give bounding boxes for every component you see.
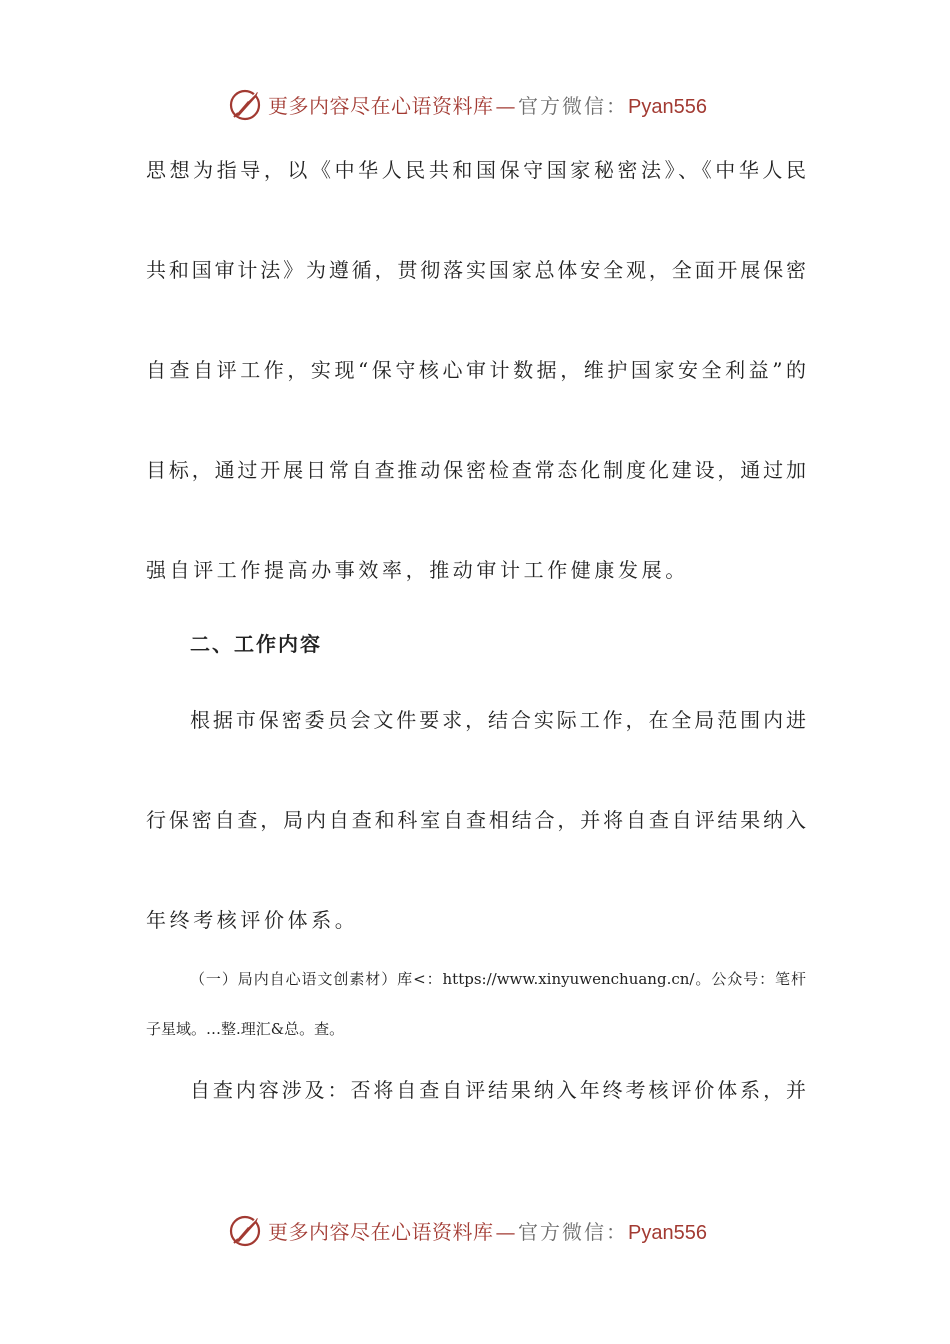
body-line-4: 目标，通过开展日常自查推动保密检查常态化制度化建设，通过加 — [146, 458, 806, 482]
banner-separator: — — [495, 1219, 516, 1244]
body-last-line: 自查内容涉及：否将自查自评结果纳入年终考核评价体系，并 — [190, 1078, 806, 1102]
para2-line-1: 根据市保密委员会文件要求，结合实际工作，在全局范围内进 — [190, 708, 806, 732]
footer-banner — [228, 1210, 748, 1250]
banner-wechat-id: Pyan556 — [628, 95, 707, 118]
banner-text — [268, 90, 707, 119]
body-line-1: 思想为指导，以《中华人民共和国保守国家秘密法》、《中华人民 — [146, 158, 806, 182]
banner-slogan: 更多内容尽在心语资料库 — [268, 1219, 494, 1244]
para2-line-3: 年终考核评价体系。 — [146, 908, 359, 932]
banner-separator: — — [495, 93, 516, 118]
banner-slogan: 更多内容尽在心语资料库 — [268, 93, 494, 118]
quill-pen-logo-icon — [228, 1212, 264, 1248]
body-line-2: 共和国审计法》为遵循，贯彻落实国家总体安全观，全面开展保密 — [146, 258, 806, 282]
small-line-1: （一）局内自心语文创素材）库<：https://www.xinyuwenchuang.cn/。公众号：笔杆 — [190, 970, 806, 988]
quill-pen-logo-icon — [228, 86, 264, 122]
body-line-5: 强自评工作提高办事效率，推动审计工作健康发展。 — [146, 558, 689, 582]
section-heading: 二、工作内容 — [190, 632, 322, 656]
small-line-2: 子星域。…整.理汇&总。查。 — [146, 1020, 345, 1038]
body-line-3: 自查自评工作，实现“保守核心审计数据，维护国家安全利益”的 — [146, 358, 806, 382]
header-banner — [228, 84, 748, 124]
para2-line-2: 行保密自查，局内自查和科室自查相结合，并将自查自评结果纳入 — [146, 808, 806, 832]
banner-wechat-label: 官方微信： — [518, 93, 628, 118]
banner-wechat-label: 官方微信： — [518, 1219, 628, 1244]
banner-text — [268, 1216, 707, 1245]
banner-wechat-id: Pyan556 — [628, 1221, 707, 1244]
